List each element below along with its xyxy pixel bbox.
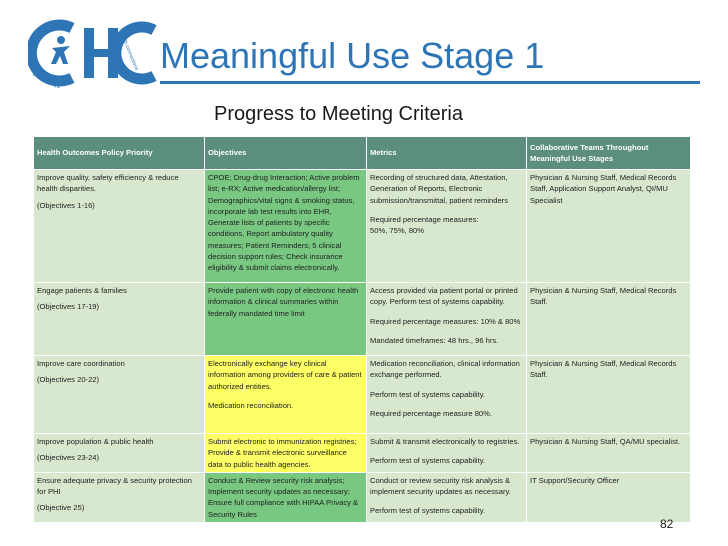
table-row <box>34 170 691 283</box>
objectives-text: Submit electronic to immunization registries; Provide & transmit electronic surveillance data to public health agencies. <box>208 437 357 469</box>
priority-cell <box>34 356 205 434</box>
priority-text: Engage patients & families <box>37 286 127 295</box>
metrics-line-1: Access provided via patient portal or printed copy. Perform test of systems capability. <box>370 286 518 307</box>
objectives-text: Electronically exchange key clinical information among providers of care & patient authorized entities. <box>208 359 362 391</box>
priority-ref: (Objectives 20-22) <box>37 375 100 385</box>
metrics-line-3: 50%, 75%, 80% <box>370 226 425 236</box>
metrics-line-2: Perform test of systems capability. <box>370 506 486 516</box>
metrics-line-1: Conduct or review security risk analysis & implement security updates as necessary. <box>370 475 511 497</box>
table-row <box>34 472 691 522</box>
metrics-line-3: Required percentage measure 80%. <box>370 408 492 418</box>
teams-cell <box>527 472 691 522</box>
objectives-text: Provide patient with copy of electronic health information & clinical summaries within federally mandated time limit <box>208 286 359 318</box>
objectives-cell <box>205 472 367 522</box>
objectives-text: CPOE; Drug-drug Interaction; Active problem list; e-RX; Active medication/allergy list; Demographics/vital signs & smoking status, incorporate lab test results into EHR, Generate lists of patients by specific conditions, Report ambulatory quality measures; Patient Reminders; 5 clinical decision support rules; Check insurance eligibility & submit claims electronically. <box>208 173 360 273</box>
priority-ref: (Objectives 1-16) <box>37 200 95 210</box>
priority-ref: (Objective 25) <box>37 503 85 513</box>
header-priority: Health Outcomes Policy Priority <box>34 137 205 170</box>
teams-text: Physician & Nursing Staff, Medical Records Staff. <box>530 286 677 307</box>
metrics-cell <box>367 170 527 283</box>
chc-logo <box>28 18 158 88</box>
teams-cell <box>527 434 691 473</box>
teams-text: IT Support/Security Officer <box>530 475 620 485</box>
metrics-line-2: Perform test of systems capability. <box>370 389 486 399</box>
metrics-line-1: Medication reconciliation, clinical information exchange performed. <box>370 359 520 380</box>
metrics-line-2: Required percentage measures: 10% & 80% <box>370 316 521 326</box>
objectives-text: Conduct & Review security risk analysis; Implement security updates as necessary; Ensure full compliance with HIPAA Privacy & Security Rules <box>208 475 359 519</box>
metrics-cell <box>367 356 527 434</box>
priority-ref: (Objectives 23-24) <box>37 453 100 463</box>
page-number: 82 <box>660 517 674 531</box>
metrics-line-3: Mandated timeframes: 48 hrs., 96 hrs. <box>370 335 499 345</box>
teams-text: Physician & Nursing Staff, QA/MU specialist. <box>530 437 681 446</box>
priority-text: Improve population & public health <box>37 437 154 446</box>
title-underline <box>160 81 700 84</box>
priority-cell <box>34 434 205 473</box>
logo-tag-health: health connections <box>118 30 140 72</box>
metrics-line-2: Perform test of systems capability. <box>370 456 486 466</box>
header-metrics: Metrics <box>367 137 527 170</box>
priority-text: Improve care coordination <box>37 359 125 368</box>
objectives-extra: Medication reconciliation. <box>208 400 294 410</box>
slide-title: Meaningful Use Stage 1 <box>160 35 545 76</box>
teams-text: Physician & Nursing Staff, Medical Records Staff. <box>530 359 677 380</box>
header-teams: Collaborative Teams Throughout Meaningful Use Stages <box>527 137 691 170</box>
objectives-cell <box>205 283 367 356</box>
criteria-table <box>33 136 691 523</box>
table-header-row <box>34 137 691 170</box>
metrics-line-1: Submit & transmit electronically to registries. <box>370 437 520 446</box>
priority-cell <box>34 472 205 522</box>
table-row <box>34 356 691 434</box>
objectives-cell-highlighted <box>205 356 367 434</box>
table-row <box>34 283 691 356</box>
priority-cell <box>34 283 205 356</box>
metrics-line-2: Required percentage measures: <box>370 214 479 224</box>
priority-text: Improve quality, safety efficiency & reduce health disparities. <box>37 173 179 194</box>
metrics-cell <box>367 283 527 356</box>
teams-cell <box>527 356 691 434</box>
metrics-cell <box>367 434 527 473</box>
priority-text: Ensure adequate privacy & security protection for PHI <box>37 475 192 497</box>
priority-ref: (Objectives 17-19) <box>37 302 100 312</box>
slide-subtitle: Progress to Meeting Criteria <box>214 103 463 125</box>
objectives-cell-highlighted <box>205 434 367 473</box>
priority-cell <box>34 170 205 283</box>
chc-logo-graphic <box>28 18 158 88</box>
metrics-cell <box>367 472 527 522</box>
logo-tag-community: Community <box>31 71 61 88</box>
teams-text: Physician & Nursing Staff, Medical Records Staff, Application Support Analyst, QI/MU Specialist <box>530 173 677 205</box>
teams-cell <box>527 283 691 356</box>
teams-cell <box>527 170 691 283</box>
table-row <box>34 434 691 473</box>
header-objectives: Objectives <box>205 137 367 170</box>
metrics-line-1: Recording of structured data, Attestation, Generation of Reports, Electronic submission/transmittal, patient reminders <box>370 173 509 205</box>
objectives-cell <box>205 170 367 283</box>
